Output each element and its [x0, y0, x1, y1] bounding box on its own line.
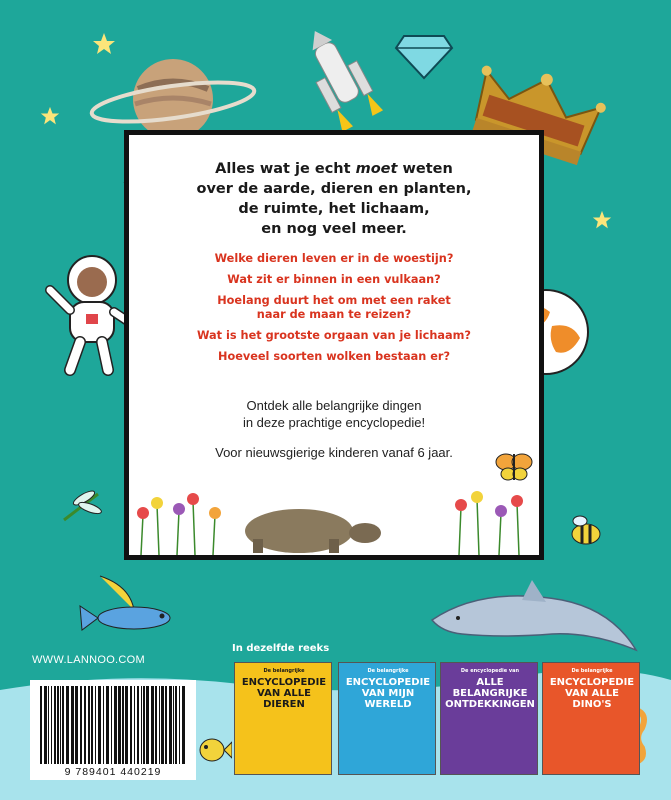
barcode-bar	[80, 686, 82, 764]
book-subtitle: De belangrijke	[263, 668, 305, 674]
question: naar de maan te reizen?	[256, 308, 412, 321]
series-title: In dezelfde reeks	[232, 643, 330, 654]
barcode-image	[38, 686, 188, 764]
barcode-bar	[44, 686, 47, 764]
barcode-bar	[146, 686, 149, 764]
book-cover	[234, 662, 332, 775]
fish-icon	[196, 730, 232, 770]
book-title: ENCYCLOPEDIE VAN MIJN WERELD	[345, 677, 431, 710]
barcode-bar	[106, 686, 109, 764]
barcode-bar	[54, 686, 56, 764]
intro-line: weten	[397, 161, 453, 177]
barcode-bar	[62, 686, 64, 764]
barcode-bar	[122, 686, 124, 764]
barcode-bar	[155, 686, 157, 764]
flying-fish-illustration	[70, 566, 180, 646]
barcode-bar	[159, 686, 160, 764]
question: Wat is het grootste orgaan van je lichaam?	[196, 329, 471, 342]
intro-emphasis: moet	[355, 161, 398, 177]
barcode-bar	[130, 686, 132, 764]
barcode-bar	[134, 686, 135, 764]
question: Hoelang duurt het om met een raket	[217, 294, 451, 307]
intro-line: over de aarde, dieren en planten,	[196, 181, 472, 197]
barcode-bar	[161, 686, 164, 764]
outro-line: in deze prachtige encyclopedie!	[242, 415, 426, 430]
barcode-bar	[71, 686, 74, 764]
barcode-bar	[175, 686, 177, 764]
barcode-bar	[143, 686, 145, 764]
barcode-block	[30, 680, 196, 780]
barcode-bar	[95, 686, 96, 764]
barcode-bar	[179, 686, 180, 764]
outro-line: Ontdek alle belangrijke dingen	[246, 398, 422, 413]
intro-line: de ruimte, het lichaam,	[238, 201, 430, 217]
barcode-bar	[88, 686, 90, 764]
bee-icon	[566, 514, 606, 548]
book-cover	[338, 662, 436, 775]
info-panel	[124, 130, 544, 560]
barcode-bar	[66, 686, 69, 764]
barcode-bar	[84, 686, 86, 764]
butterfly-icon	[494, 446, 534, 486]
book-subtitle: De encyclopedie van	[460, 668, 520, 674]
website-url: WWW.LANNOO.COM	[32, 654, 145, 666]
question: Wat zit er binnen in een vulkaan?	[227, 273, 441, 286]
book-title: ENCYCLOPEDIE VAN ALLE DIEREN	[241, 677, 327, 710]
question: Welke dieren leven er in de woestijn?	[214, 252, 454, 265]
barcode-bar	[151, 686, 154, 764]
dragonfly-icon	[58, 486, 108, 526]
diamond-icon	[394, 32, 454, 82]
intro-line: en nog veel meer.	[261, 221, 407, 237]
barcode-bar	[103, 686, 104, 764]
barcode-bar	[118, 686, 121, 764]
intro-text	[129, 159, 539, 239]
outro-text	[129, 397, 539, 431]
barcode-bar	[165, 686, 167, 764]
star-icon	[592, 210, 612, 230]
barcode-bar	[182, 686, 185, 764]
question: Hoeveel soorten wolken bestaan er?	[217, 350, 451, 363]
barcode-bar	[173, 686, 174, 764]
barcode-bar	[48, 686, 49, 764]
book-title: ALLE BELANGRIJKE ONTDEKKINGEN	[445, 677, 535, 710]
book-subtitle: De belangrijke	[367, 668, 409, 674]
intro-line: Alles wat je echt	[215, 161, 356, 177]
barcode-bar	[125, 686, 128, 764]
star-icon	[40, 106, 60, 126]
barcode-bar	[75, 686, 78, 764]
age-recommendation: Voor nieuwsgierige kinderen vanaf 6 jaar.	[215, 445, 453, 460]
barcode-bar	[51, 686, 52, 764]
book-title: ENCYCLOPEDIE VAN ALLE DINO'S	[549, 677, 635, 710]
barcode-bar	[114, 686, 117, 764]
book-subtitle: De belangrijke	[571, 668, 613, 674]
barcode-bar	[137, 686, 139, 764]
barcode-bar	[60, 686, 61, 764]
barcode-bar	[91, 686, 93, 764]
rocket-illustration	[292, 30, 392, 140]
barcode-bar	[141, 686, 142, 764]
book-cover	[542, 662, 640, 775]
flowers-illustration	[129, 475, 539, 555]
barcode-bar	[98, 686, 101, 764]
barcode-bar	[40, 686, 42, 764]
question-list	[129, 252, 539, 371]
barcode-bar	[111, 686, 112, 764]
book-cover	[440, 662, 538, 775]
isbn-number: 9 789401 440219	[64, 766, 162, 778]
barcode-bar	[57, 686, 59, 764]
barcode-bar	[169, 686, 172, 764]
